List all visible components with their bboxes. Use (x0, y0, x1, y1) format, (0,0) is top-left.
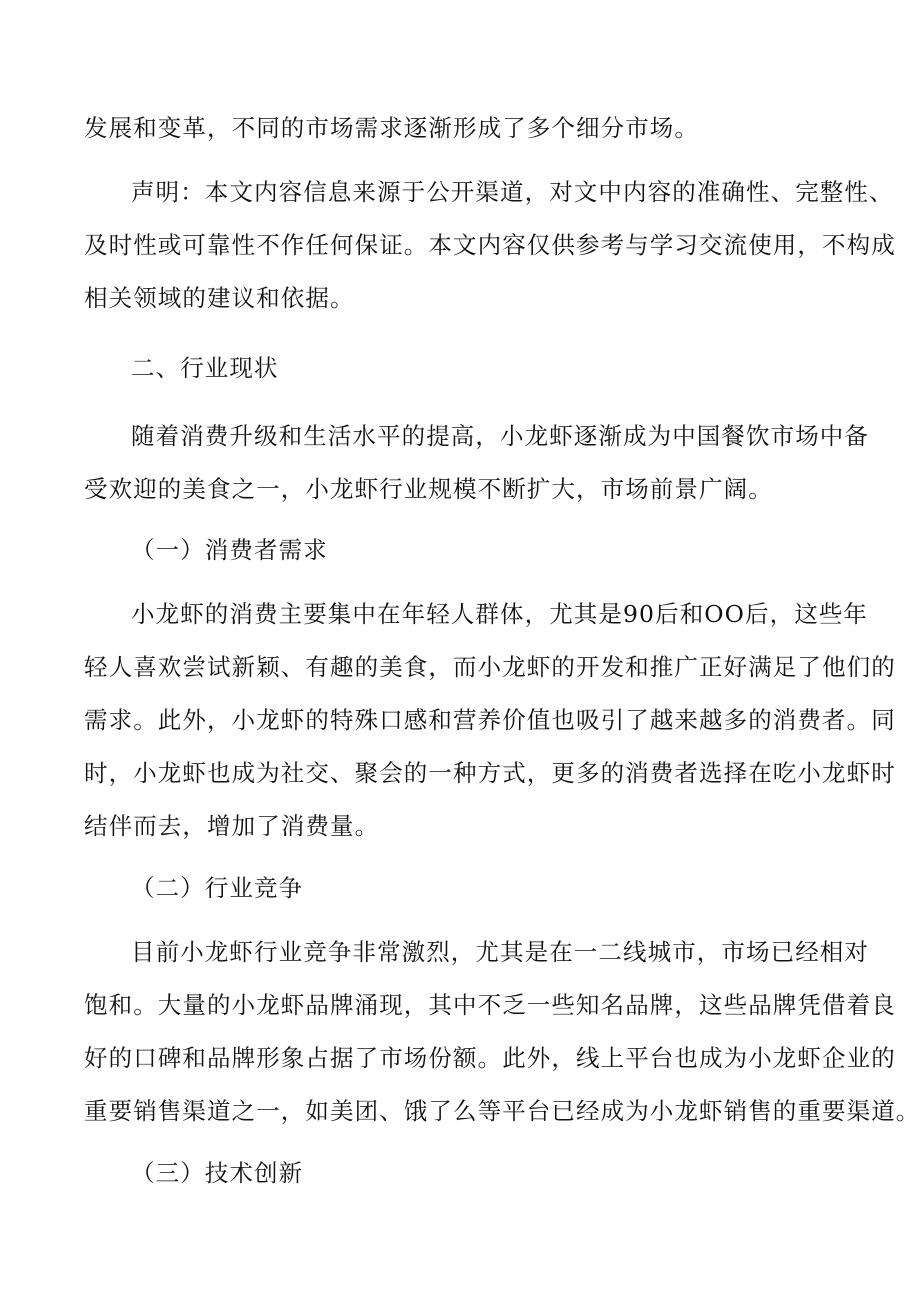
subsection-heading: （三）技术创新 (131, 1159, 304, 1187)
text-line: 重要销售渠道之一，如美团、饿了么等平台已经成为小龙虾销售的重要渠道。 (84, 1097, 920, 1125)
text-line: 及时性或可靠性不作任何保证。本文内容仅供参考与学习交流使用，不构成 (84, 231, 896, 259)
text-line: 小龙虾的消费主要集中在年轻人群体，尤其是90后和OO后，这些年 (131, 600, 869, 628)
text-line: 结伴而去，增加了消费量。 (84, 812, 380, 840)
text-line: 声明：本文内容信息来源于公开渠道，对文中内容的准确性、完整性、 (131, 178, 894, 206)
text-line: 时，小龙虾也成为社交、聚会的一种方式，更多的消费者选择在吃小龙虾时 (84, 759, 896, 787)
text-line: 需求。此外，小龙虾的特殊口感和营养价值也吸引了越来越多的消费者。同 (84, 706, 896, 734)
text-line: 目前小龙虾行业竞争非常激烈，尤其是在一二线城市，市场已经相对 (131, 938, 869, 966)
text-line: 好的口碑和品牌形象占据了市场份额。此外，线上平台也成为小龙虾企业的 (84, 1044, 896, 1072)
text-line: 饱和。大量的小龙虾品牌涌现，其中不乏一些知名品牌，这些品牌凭借着良 (84, 991, 896, 1019)
subsection-heading: （一）消费者需求 (131, 536, 328, 564)
text-line: 受欢迎的美食之一，小龙虾行业规模不断扩大，市场前景广阔。 (84, 475, 773, 503)
section-heading: 二、行业现状 (131, 354, 279, 382)
text-line: 相关领域的建议和依据。 (84, 284, 355, 312)
text-line: 随着消费升级和生活水平的提高，小龙虾逐渐成为中国餐饮市场中备 (131, 422, 869, 450)
subsection-heading: （二）行业竞争 (131, 874, 304, 902)
text-line: 发展和变革，不同的市场需求逐渐形成了多个细分市场。 (84, 114, 699, 142)
text-line: 轻人喜欢尝试新颖、有趣的美食，而小龙虾的开发和推广正好满足了他们的 (84, 653, 896, 681)
